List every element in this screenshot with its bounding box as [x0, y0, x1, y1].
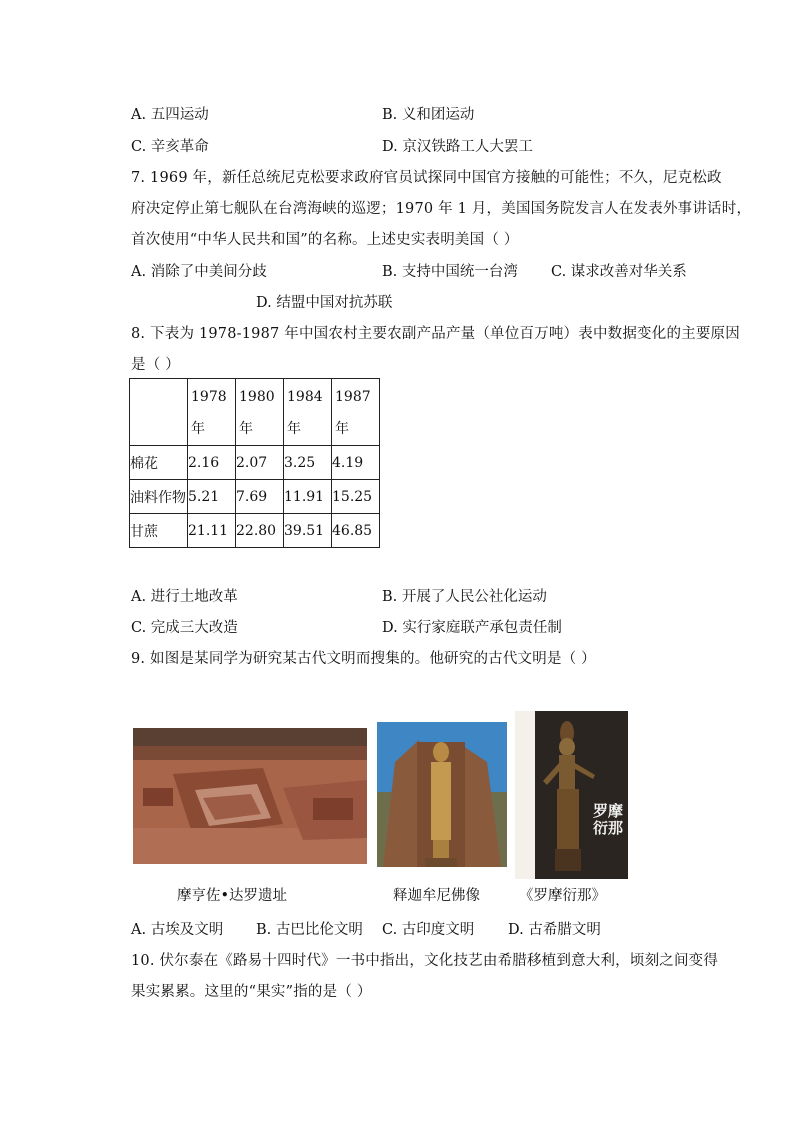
table-row — [130, 480, 380, 514]
ramayana-cover — [515, 711, 628, 879]
table-cell: 11.91 — [284, 480, 332, 514]
production-table — [129, 378, 380, 548]
q7-option-c[interactable]: C. 谋求改善对华关系 — [551, 264, 687, 280]
q7-stem-line-1: 7. 1969 年，新任总统尼克松要求政府官员试探同中国官方接触的可能性；不久，尼克松政 — [131, 170, 722, 186]
table-cell: 4.19 — [332, 446, 380, 480]
table-cell: 39.51 — [284, 514, 332, 548]
q6-option-b[interactable]: B. 义和团运动 — [382, 107, 475, 123]
q8-option-d[interactable]: D. 实行家庭联产承包责任制 — [382, 620, 562, 636]
table-cell: 7.69 — [236, 480, 284, 514]
table-cell: 15.25 — [332, 480, 380, 514]
table-header-empty — [130, 379, 188, 446]
q7-option-b[interactable]: B. 支持中国统一台湾 — [382, 264, 518, 280]
table-cell: 22.80 — [236, 514, 284, 548]
table-cell: 2.07 — [236, 446, 284, 480]
q9-option-c[interactable]: C. 古印度文明 — [382, 922, 475, 938]
caption-buddha: 释迦牟尼佛像 — [393, 888, 480, 904]
table-row — [130, 446, 380, 480]
q9-option-a[interactable]: A. 古埃及文明 — [131, 922, 224, 938]
q7-stem-line-3: 首次使用“中华人民共和国”的名称。上述史实表明美国（ ） — [131, 232, 519, 248]
table-header-row — [130, 379, 380, 446]
caption-ramayana: 《罗摩衍那》 — [519, 888, 606, 904]
q8-option-a[interactable]: A. 进行土地改革 — [131, 589, 238, 605]
q7-stem-line-2: 府决定停止第七舰队在台湾海峡的巡逻；1970 年 1 月，美国国务院发言人在发表外事讲话时， — [131, 201, 752, 217]
table-cell-label: 棉花 — [130, 446, 188, 480]
table-header-1980: 1980 年 — [236, 379, 284, 446]
table-cell: 46.85 — [332, 514, 380, 548]
q8-option-b[interactable]: B. 开展了人民公社化运动 — [382, 589, 547, 605]
table-cell-label: 油料作物 — [130, 480, 188, 514]
q7-option-a[interactable]: A. 消除了中美间分歧 — [131, 264, 267, 280]
table-header-1984: 1984 年 — [284, 379, 332, 446]
q6-option-d[interactable]: D. 京汉铁路工人大罢工 — [382, 139, 533, 155]
q8-stem-line-1: 8. 下表为 1978-1987 年中国农村主要农副产品产量（单位百万吨）表中数据变化的主要原因 — [131, 326, 740, 342]
q8-option-c[interactable]: C. 完成三大改造 — [131, 620, 238, 636]
q8-stem-line-2: 是（ ） — [131, 357, 180, 373]
ramayana-cover-title: 罗摩衍那 — [593, 802, 624, 837]
caption-mohenjo-daro: 摩亨佐•达罗遗址 — [177, 888, 288, 904]
table-row — [130, 514, 380, 548]
q9-stem-line-1: 9. 如图是某同学为研究某古代文明而搜集的。他研究的古代文明是（ ） — [131, 651, 596, 667]
q6-option-a[interactable]: A. 五四运动 — [131, 107, 209, 123]
table-cell: 21.11 — [188, 514, 236, 548]
table-cell-label: 甘蔗 — [130, 514, 188, 548]
table-cell: 3.25 — [284, 446, 332, 480]
table-header-1978: 1978 年 — [188, 379, 236, 446]
q10-stem-line-2: 果实累累。这里的“果实”指的是（ ） — [131, 984, 372, 1000]
table-header-1987: 1987 年 — [332, 379, 380, 446]
q9-option-b[interactable]: B. 古巴比伦文明 — [256, 922, 363, 938]
q6-option-c[interactable]: C. 辛亥革命 — [131, 139, 209, 155]
q10-stem-line-1: 10. 伏尔泰在《路易十四时代》一书中指出，文化技艺由希腊移植到意大利，顷刻之间变得 — [131, 953, 719, 969]
q9-option-d[interactable]: D. 古希腊文明 — [508, 922, 601, 938]
table-cell: 5.21 — [188, 480, 236, 514]
q7-option-d[interactable]: D. 结盟中国对抗苏联 — [256, 295, 393, 311]
table-cell: 2.16 — [188, 446, 236, 480]
buddha-statue-photo — [377, 722, 507, 867]
mohenjo-daro-photo — [133, 728, 367, 864]
